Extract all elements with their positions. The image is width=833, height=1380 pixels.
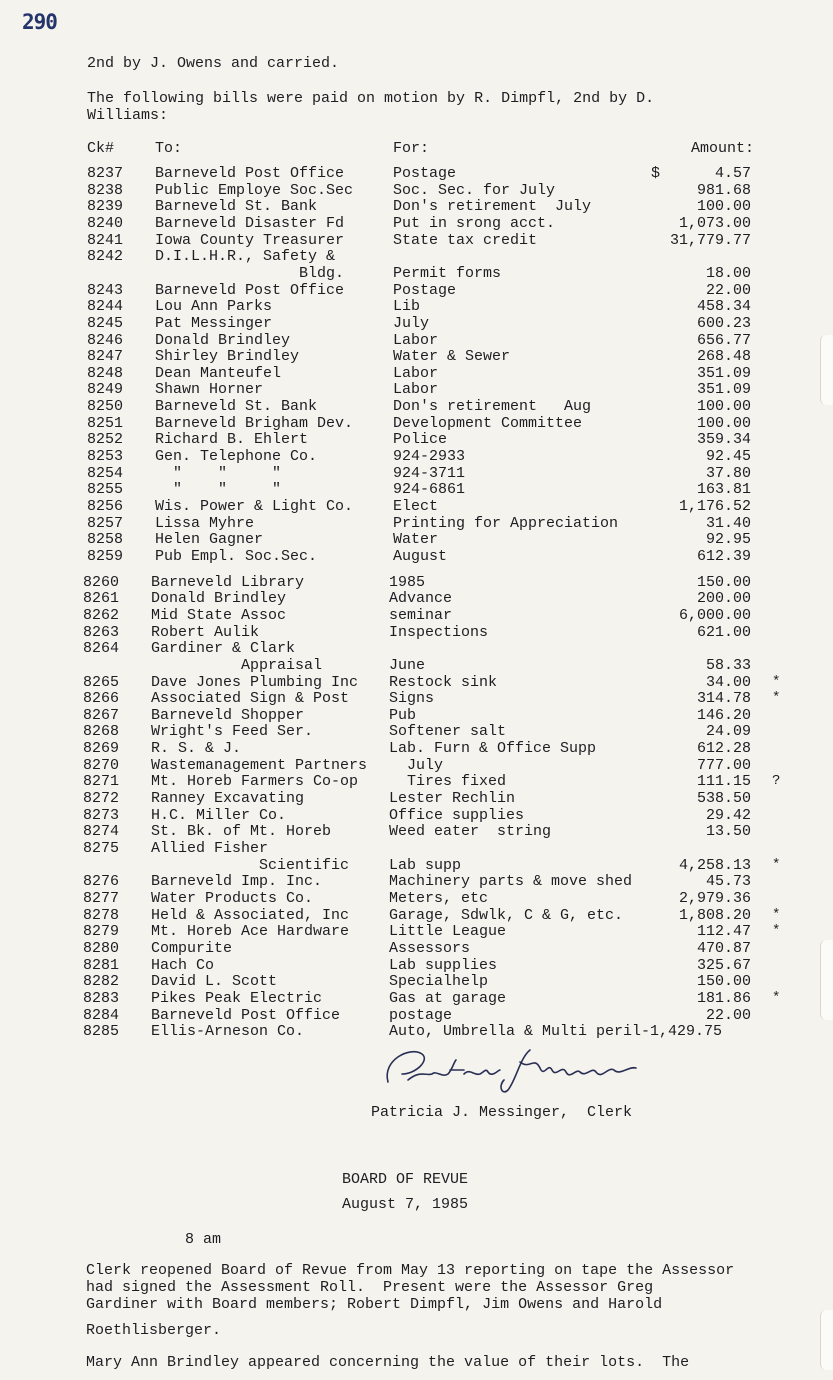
- row-payee: D.I.L.H.R., Safety &: [155, 248, 336, 266]
- row-payee: Pub Empl. Soc.Sec.: [155, 547, 318, 565]
- row-payee: Mid State Assoc: [151, 606, 287, 624]
- row-amount: 58.33: [705, 656, 751, 674]
- row-purpose: Signs: [389, 690, 435, 708]
- row-check-number: 8252: [87, 431, 124, 449]
- row-mark: ?: [772, 773, 781, 790]
- row-check-number: 8257: [87, 514, 124, 532]
- row-amount: 314.78: [696, 690, 751, 708]
- row-amount: 538.50: [696, 790, 751, 808]
- row-check-number: 8273: [83, 806, 120, 824]
- row-purpose: Advance: [389, 590, 453, 608]
- row-payee: Ranney Excavating: [151, 790, 305, 808]
- row-check-number: 8243: [87, 281, 124, 299]
- row-amount: 656.77: [696, 331, 751, 349]
- row-purpose: postage: [389, 1006, 453, 1024]
- row-check-number: 8247: [87, 348, 124, 366]
- row-check-number: 8284: [83, 1006, 120, 1024]
- row-check-number: 8255: [87, 481, 124, 499]
- row-amount: 458.34: [696, 298, 751, 316]
- row-check-number: 8274: [83, 823, 120, 841]
- row-payee: Barneveld Disaster Fd: [155, 214, 345, 232]
- row-check-number: 8271: [83, 773, 120, 791]
- row-payee: Barneveld Imp. Inc.: [151, 873, 323, 891]
- row-check-number: 8263: [83, 623, 120, 641]
- row-mark: *: [772, 906, 781, 923]
- row-purpose: Machinery parts & move shed: [389, 873, 633, 891]
- row-check-number: 8279: [83, 923, 120, 941]
- row-mark: *: [772, 690, 781, 707]
- row-check-number: 8272: [83, 790, 120, 808]
- row-payee: Wastemanagement Partners: [151, 756, 368, 774]
- row-mark: *: [772, 673, 781, 690]
- row-amount: 1,073.00: [678, 214, 751, 232]
- row-payee: Dean Manteufel: [155, 364, 282, 382]
- row-payee: Wright's Feed Ser.: [151, 723, 314, 741]
- row-purpose: Labor: [393, 381, 439, 399]
- row-purpose: Postage: [393, 281, 457, 299]
- row-payee: Barneveld Library: [151, 573, 305, 591]
- paragraph-1-line-1: Clerk reopened Board of Revue from May 13 reporting on tape the Assessor: [86, 1262, 735, 1279]
- row-check-number: 8237: [87, 165, 124, 182]
- row-payee: " " ": [155, 464, 282, 482]
- row-amount: 200.00: [696, 590, 751, 608]
- row-purpose: Meters, etc: [389, 889, 489, 907]
- row-purpose: 924-6861: [393, 481, 466, 499]
- row-purpose: Garage, Sdwlk, C & G, etc.: [389, 906, 624, 924]
- row-check-number: 8260: [83, 573, 120, 591]
- row-purpose: Put in srong acct.: [393, 214, 556, 232]
- row-check-number: 8266: [83, 690, 120, 708]
- row-check-number: 8248: [87, 364, 124, 382]
- row-payee: Gardiner & Clark: [151, 640, 296, 658]
- row-payee: Shawn Horner: [155, 381, 264, 399]
- row-amount: 621.00: [696, 623, 751, 641]
- row-purpose: Lab supp: [389, 856, 462, 874]
- header-amount: Amount:: [691, 140, 755, 157]
- row-purpose: Specialhelp: [389, 973, 489, 991]
- row-payee: Wis. Power & Light Co.: [155, 498, 354, 515]
- row-amount: 981.68: [696, 181, 751, 199]
- intro-line-2: The following bills were paid on motion by R. Dimpfl, 2nd by D.: [87, 90, 655, 107]
- row-payee: Barneveld Post Office: [151, 1006, 341, 1024]
- row-purpose: Lib: [393, 298, 421, 316]
- row-amount: 29.42: [705, 806, 751, 824]
- row-purpose: Elect: [393, 498, 439, 515]
- page-edge-tab: [820, 1310, 833, 1370]
- row-purpose: Office supplies: [389, 806, 525, 824]
- row-payee: Barneveld Shopper: [151, 706, 305, 724]
- row-amount: 612.28: [696, 740, 751, 758]
- page-edge-tab: [820, 335, 833, 405]
- row-amount: 351.09: [696, 364, 751, 382]
- row-check-number: 8239: [87, 198, 124, 216]
- row-purpose: July: [389, 756, 444, 774]
- row-payee: Public Employe Soc.Sec: [155, 181, 354, 199]
- row-payee: David L. Scott: [151, 973, 278, 991]
- row-payee: Lissa Myhre: [155, 514, 255, 532]
- row-check-number: 8246: [87, 331, 124, 349]
- intro-line-1: 2nd by J. Owens and carried.: [87, 55, 340, 72]
- paragraph-1-line-4: Roethlisberger.: [86, 1322, 222, 1339]
- row-amount: 359.34: [696, 431, 751, 449]
- row-payee: Associated Sign & Post: [151, 690, 350, 708]
- row-check-number: 8258: [87, 531, 124, 549]
- row-check-number: 8244: [87, 298, 124, 316]
- row-check-number: 8242: [87, 248, 124, 266]
- row-purpose: Lab. Furn & Office Supp: [389, 740, 597, 758]
- row-amount: 6,000.00: [678, 606, 751, 624]
- row-purpose: Softener salt: [389, 723, 507, 741]
- row-purpose: Assessors: [389, 939, 471, 957]
- row-amount: 2,979.36: [678, 889, 751, 907]
- row-payee: Robert Aulik: [151, 623, 260, 641]
- row-payee: Ellis-Arneson Co.: [151, 1023, 305, 1041]
- row-payee: Pikes Peak Electric: [151, 989, 323, 1007]
- row-check-number: 8249: [87, 381, 124, 399]
- row-check-number: 8262: [83, 606, 120, 624]
- row-amount: 100.00: [696, 414, 751, 432]
- row-amount: 600.23: [696, 314, 751, 332]
- row-amount: 146.20: [696, 706, 751, 724]
- row-payee: R. S. & J.: [151, 740, 242, 758]
- row-amount: 612.39: [696, 547, 751, 565]
- row-purpose: Printing for Appreciation: [393, 514, 619, 532]
- row-amount: 45.73: [705, 873, 751, 891]
- row-purpose: Weed eater string: [389, 823, 552, 841]
- row-check-number: 8253: [87, 448, 124, 466]
- row-purpose: Labor: [393, 364, 439, 382]
- row-payee: Held & Associated, Inc: [151, 906, 350, 924]
- row-payee: St. Bk. of Mt. Horeb: [151, 823, 332, 841]
- row-check-number: 8251: [87, 414, 124, 432]
- row-check-number: 8281: [83, 956, 120, 974]
- row-purpose: Lab supplies: [389, 956, 498, 974]
- row-check-number: 8269: [83, 740, 120, 758]
- row-payee: Allied Fisher: [151, 840, 269, 857]
- row-payee: Iowa County Treasurer: [155, 231, 345, 249]
- row-amount: 150.00: [696, 973, 751, 991]
- row-amount: 100.00: [696, 398, 751, 416]
- row-payee: Dave Jones Plumbing Inc: [151, 673, 359, 691]
- board-title: BOARD OF REVUE: [342, 1171, 469, 1188]
- row-purpose: Auto, Umbrella & Multi peril-1,429.75: [389, 1023, 723, 1041]
- row-amount: 268.48: [696, 348, 751, 366]
- row-purpose: Permit forms: [393, 264, 502, 282]
- row-amount: 31,779.77: [669, 231, 751, 249]
- dollar-sign: $: [651, 165, 661, 182]
- row-purpose: Inspections: [389, 623, 489, 641]
- row-purpose: Gas at garage: [389, 989, 507, 1007]
- row-check-number: 8245: [87, 314, 124, 332]
- row-check-number: 8265: [83, 673, 120, 691]
- row-check-number: 8256: [87, 498, 124, 515]
- row-check-number: 8285: [83, 1023, 120, 1041]
- row-check-number: 8275: [83, 840, 120, 857]
- intro-line-3: Williams:: [87, 107, 169, 124]
- row-amount: 163.81: [696, 481, 751, 499]
- row-payee: Barneveld St. Bank: [155, 398, 318, 416]
- row-purpose: August: [393, 547, 448, 565]
- row-check-number: 8261: [83, 590, 120, 608]
- row-purpose: Development Committee: [393, 414, 583, 432]
- row-amount: 22.00: [705, 1006, 751, 1024]
- row-purpose: Water & Sewer: [393, 348, 511, 366]
- row-amount: 777.00: [696, 756, 751, 774]
- row-purpose: Don's retirement July: [393, 198, 592, 216]
- row-payee: Appraisal: [151, 656, 323, 674]
- page-number: 290: [22, 10, 57, 34]
- row-amount: 24.09: [705, 723, 751, 741]
- paragraph-2-line-1: Mary Ann Brindley appeared concerning the value of their lots. The: [86, 1354, 690, 1371]
- row-check-number: 8254: [87, 464, 124, 482]
- row-amount: 22.00: [705, 281, 751, 299]
- row-mark: *: [772, 989, 781, 1006]
- row-amount: 4.57: [714, 165, 751, 182]
- row-amount: 1,176.52: [678, 498, 751, 515]
- row-check-number: 8259: [87, 547, 124, 565]
- row-check-number: 8268: [83, 723, 120, 741]
- row-amount: 325.67: [696, 956, 751, 974]
- row-check-number: 8264: [83, 640, 120, 658]
- board-date: August 7, 1985: [342, 1196, 469, 1213]
- signature-printed-name: Patricia J. Messinger, Clerk: [371, 1104, 633, 1121]
- row-amount: 13.50: [705, 823, 751, 841]
- paragraph-1-line-3: Gardiner with Board members; Robert Dimpfl, Jim Owens and Harold: [86, 1296, 663, 1313]
- row-payee: Shirley Brindley: [155, 348, 300, 366]
- paragraph-1-line-2: had signed the Assessment Roll. Present were the Assessor Greg: [86, 1279, 654, 1296]
- row-payee: Lou Ann Parks: [155, 298, 273, 316]
- header-ck: Ck#: [87, 140, 115, 157]
- row-payee: Helen Gagner: [155, 531, 264, 549]
- row-payee: Barneveld Post Office: [155, 281, 345, 299]
- row-amount: 37.80: [705, 464, 751, 482]
- row-amount: 18.00: [705, 264, 751, 282]
- row-purpose: 1985: [389, 573, 426, 591]
- row-amount: 181.86: [696, 989, 751, 1007]
- row-payee: Gen. Telephone Co.: [155, 448, 318, 466]
- row-payee: Compurite: [151, 939, 233, 957]
- row-purpose: 924-3711: [393, 464, 466, 482]
- row-check-number: 8250: [87, 398, 124, 416]
- row-payee: Hach Co: [151, 956, 215, 974]
- row-purpose: Don's retirement Aug: [393, 398, 592, 416]
- row-purpose: 924-2933: [393, 448, 466, 466]
- row-payee: Richard B. Ehlert: [155, 431, 309, 449]
- row-amount: 92.95: [705, 531, 751, 549]
- row-amount: 34.00: [705, 673, 751, 691]
- row-check-number: 8270: [83, 756, 120, 774]
- row-purpose: Pub: [389, 706, 417, 724]
- row-amount: 351.09: [696, 381, 751, 399]
- row-purpose: Restock sink: [389, 673, 498, 691]
- signature-image: [380, 1040, 650, 1100]
- row-purpose: State tax credit: [393, 231, 538, 249]
- row-check-number: 8238: [87, 181, 124, 199]
- row-amount: 1,808.20: [678, 906, 751, 924]
- row-payee: Mt. Horeb Farmers Co-op: [151, 773, 359, 791]
- row-purpose: Postage: [393, 165, 457, 182]
- row-purpose: Lester Rechlin: [389, 790, 516, 808]
- row-payee: " " ": [155, 481, 282, 499]
- row-amount: 31.40: [705, 514, 751, 532]
- row-payee: H.C. Miller Co.: [151, 806, 287, 824]
- row-check-number: 8267: [83, 706, 120, 724]
- row-amount: 150.00: [696, 573, 751, 591]
- row-purpose: Tires fixed: [389, 773, 507, 791]
- header-to: To:: [155, 140, 183, 157]
- row-purpose: June: [389, 656, 426, 674]
- row-purpose: Little League: [389, 923, 507, 941]
- row-amount: 112.47: [696, 923, 751, 941]
- row-payee: Barneveld Post Office: [155, 165, 345, 182]
- row-check-number: 8282: [83, 973, 120, 991]
- row-amount: 92.45: [705, 448, 751, 466]
- row-purpose: Water: [393, 531, 439, 549]
- row-amount: 100.00: [696, 198, 751, 216]
- row-amount: 111.15: [696, 773, 751, 791]
- row-check-number: 8280: [83, 939, 120, 957]
- row-payee: Donald Brindley: [151, 590, 287, 608]
- row-check-number: 8241: [87, 231, 124, 249]
- row-payee: Water Products Co.: [151, 889, 314, 907]
- row-payee: Bldg.: [155, 264, 345, 282]
- row-mark: *: [772, 923, 781, 940]
- row-purpose: seminar: [389, 606, 453, 624]
- row-check-number: 8277: [83, 889, 120, 907]
- row-payee: Barneveld St. Bank: [155, 198, 318, 216]
- row-payee: Scientific: [151, 856, 350, 874]
- row-check-number: 8276: [83, 873, 120, 891]
- page-edge-tab: [820, 940, 833, 1020]
- row-purpose: Police: [393, 431, 448, 449]
- row-amount: 470.87: [696, 939, 751, 957]
- row-check-number: 8278: [83, 906, 120, 924]
- row-purpose: July: [393, 314, 430, 332]
- row-payee: Barneveld Brigham Dev.: [155, 414, 354, 432]
- row-payee: Donald Brindley: [155, 331, 291, 349]
- row-mark: *: [772, 856, 781, 873]
- board-time: 8 am: [185, 1231, 222, 1248]
- row-purpose: Soc. Sec. for July: [393, 181, 556, 199]
- row-amount: 4,258.13: [678, 856, 751, 874]
- row-payee: Mt. Horeb Ace Hardware: [151, 923, 350, 941]
- header-for: For:: [393, 140, 430, 157]
- row-purpose: Labor: [393, 331, 439, 349]
- row-payee: Pat Messinger: [155, 314, 273, 332]
- row-check-number: 8283: [83, 989, 120, 1007]
- row-check-number: 8240: [87, 214, 124, 232]
